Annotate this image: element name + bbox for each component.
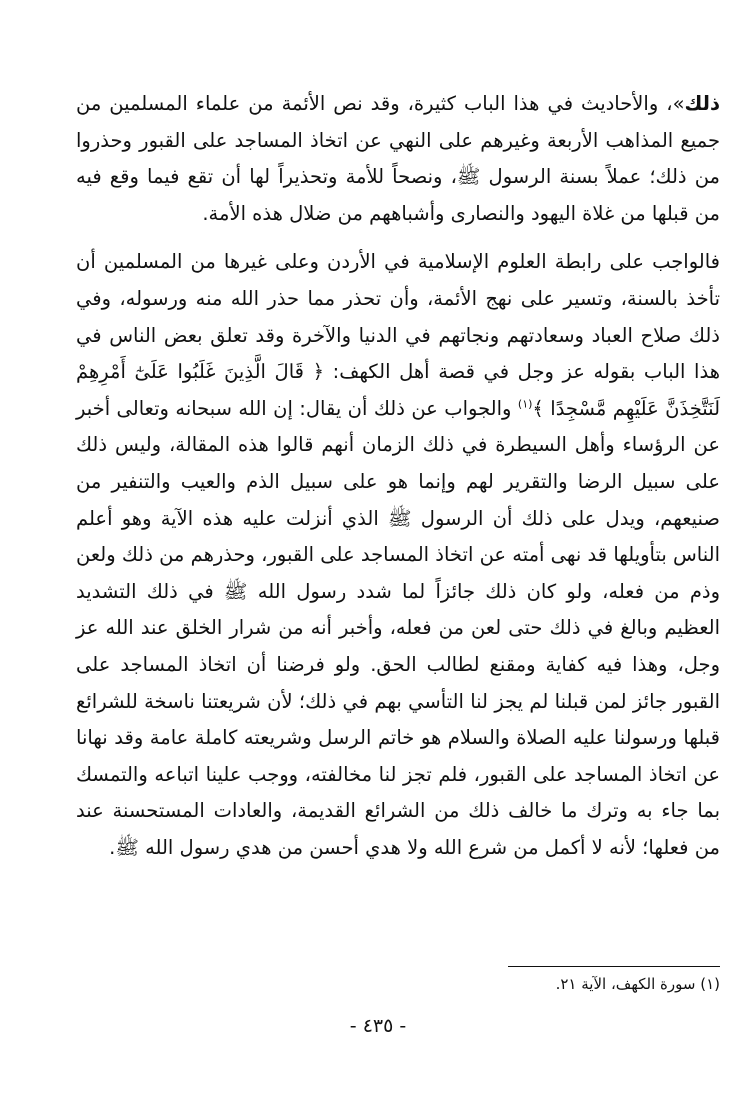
footnote: (١) سورة الكهف، الآية ٢١. (555, 975, 720, 993)
paragraph-1-text: »، والأحاديث في هذا الباب كثيرة، وقد نص الأئمة من علماء المسلمين من جميع المذاهب الأربعة وغيرهم على النهي عن اتخاذ المساجد على القبور وحذروا من ذلك؛ عملاً بسنة الرسول ﷺ، ونصحاً للأمة وتحذيراً لها أن تقع فيما وقع فيه من قبلها من غلاة اليهود والنصارى وأشباههم من ضلال هذه الأمة. (76, 92, 720, 225)
paragraph-2-text-after-verse: والجواب عن ذلك أن يقال: إن الله سبحانه وتعالى أخبر عن الرؤساء وأهل السيطرة في ذلك الزمان أنهم قالوا هذه المقالة، وليس ذلك على سبيل الرضا والتقرير لهم وإنما هو على سبيل الذم والعيب والتنفير من صنيعهم، ويدل على ذلك أن الرسول ﷺ الذي أنزلت عليه هذه الآية وهو أعلم الناس بتأويلها قد نهى أمته عن اتخاذ المساجد على القبور، وحذرهم من ذلك ولعن وذم من فعله، ولو كان ذلك جائزاً لما شدد رسول الله ﷺ في ذلك التشديد العظيم وبالغ في ذلك حتى لعن من فعله، وأخبر أنه من شرار الخلق عند الله عز وجل، وهذا فيه كفاية ومقنع لطالب الحق. ولو فرضنا أن اتخاذ المساجد على القبور جائز لمن قبلنا لم يجز لنا التأسي بهم في ذلك؛ لأن شريعتنا ناسخة للشرائع قبلها ورسولنا عليه الصلاة والسلام هو خاتم الرسل وشريعته كاملة عامة وقد نهانا عن اتخاذ المساجد على القبور، فلم تجز لنا مخالفته، ووجب علينا اتباعه والتمسك بما جاء به وترك ما خالف ذلك من الشرائع القديمة، والعادات المستحسنة عند من فعلها؛ لأنه لا أكمل من شرع الله ولا هدي أحسن من هدي رسول الله ﷺ. (76, 396, 720, 859)
footnote-reference: (١) (517, 397, 533, 411)
page-body (76, 86, 720, 866)
quran-verse: ﴿ قَالَ الَّذِينَ غَلَبُوا عَلَىٰٓ أَمْرِهِمْ لَنَتَّخِذَنَّ عَلَيْهِم مَّسْجِدًا ﴾ (76, 360, 721, 420)
paragraph-2 (76, 244, 720, 866)
paragraph-1 (76, 86, 720, 232)
paragraph-2-text-before-verse: فالواجب على رابطة العلوم الإسلامية في الأردن وعلى غيرها من المسلمين أن تأخذ بالسنة، وتسير على نهج الأئمة، وأن تحذر مما حذر الله منه ورسوله، وفي ذلك صلاح العباد وسعادتهم ونجاتهم في الدنيا والآخرة وقد تعلق بعض الناس في هذا الباب بقوله عز وجل في قصة أهل الكهف: (76, 250, 720, 384)
page-number: - ٤٣٥ - (349, 1015, 407, 1037)
footnote-divider (508, 966, 720, 967)
paragraph-1-lead-word: ذلك (684, 92, 720, 115)
